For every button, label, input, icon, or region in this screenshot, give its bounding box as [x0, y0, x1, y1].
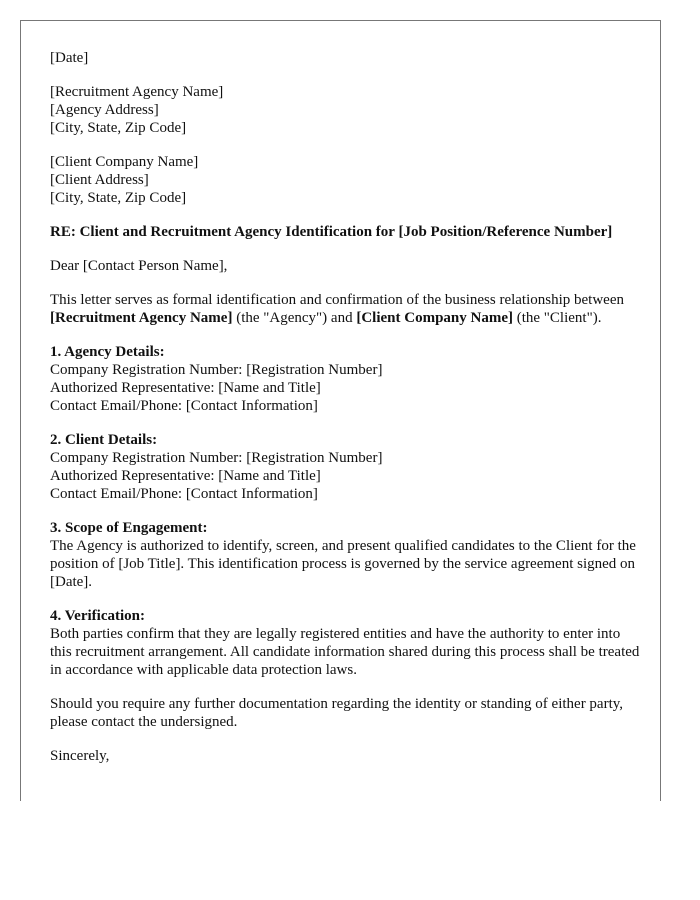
client-registration-line: Company Registration Number: [Registration Number]	[50, 450, 383, 466]
agency-city-line: [City, State, Zip Code]	[50, 120, 187, 136]
agency-address-block	[50, 83, 640, 137]
closing-paragraph: Should you require any further documentation regarding the identity or standing of either party, please contact the undersigned.	[50, 696, 624, 730]
verification-heading: 4. Verification:	[50, 608, 145, 624]
intro-paragraph	[50, 291, 640, 327]
agency-contact-line: Contact Email/Phone: [Contact Information]	[50, 398, 318, 414]
subject-line: RE: Client and Recruitment Agency Identification for [Job Position/Reference Number]	[50, 224, 613, 240]
intro-text-1: This letter serves as formal identification and confirmation of the business relationship between	[50, 292, 624, 308]
letter-body	[50, 49, 640, 781]
agency-address-line: [Agency Address]	[50, 102, 159, 118]
intro-agency-name: [Recruitment Agency Name]	[50, 310, 233, 326]
client-contact-line: Contact Email/Phone: [Contact Information]	[50, 486, 318, 502]
letter-page	[20, 20, 661, 801]
client-address-line: [Client Address]	[50, 172, 149, 188]
intro-text-2: (the "Agency") and	[232, 310, 357, 326]
agency-name-line: [Recruitment Agency Name]	[50, 84, 224, 100]
letter-date: [Date]	[50, 50, 89, 66]
scope-text: The Agency is authorized to identify, screen, and present qualified candidates to the Client for the position of [Job Title]. This identification process is governed by the service agreement signed on [Date].	[50, 538, 636, 590]
agency-registration-line: Company Registration Number: [Registration Number]	[50, 362, 383, 378]
client-city-line: [City, State, Zip Code]	[50, 190, 187, 206]
client-details-section	[50, 431, 640, 503]
client-details-heading: 2. Client Details:	[50, 432, 158, 448]
salutation: Dear [Contact Person Name],	[50, 258, 228, 274]
date-line	[50, 49, 640, 67]
signoff: Sincerely,	[50, 748, 110, 764]
client-name-line: [Client Company Name]	[50, 154, 199, 170]
verification-text: Both parties confirm that they are legally registered entities and have the authority to enter into this recruitment arrangement. All candidate information shared during this process shall be treated in accordance with applicable data protection laws.	[50, 626, 640, 678]
agency-details-section	[50, 343, 640, 415]
client-address-block	[50, 153, 640, 207]
verification-section	[50, 607, 640, 679]
agency-representative-line: Authorized Representative: [Name and Title]	[50, 380, 321, 396]
intro-client-name: [Client Company Name]	[356, 310, 513, 326]
agency-details-heading: 1. Agency Details:	[50, 344, 165, 360]
intro-text-3: (the "Client").	[512, 310, 602, 326]
client-representative-line: Authorized Representative: [Name and Title]	[50, 468, 321, 484]
scope-section	[50, 519, 640, 591]
scope-heading: 3. Scope of Engagement:	[50, 520, 208, 536]
